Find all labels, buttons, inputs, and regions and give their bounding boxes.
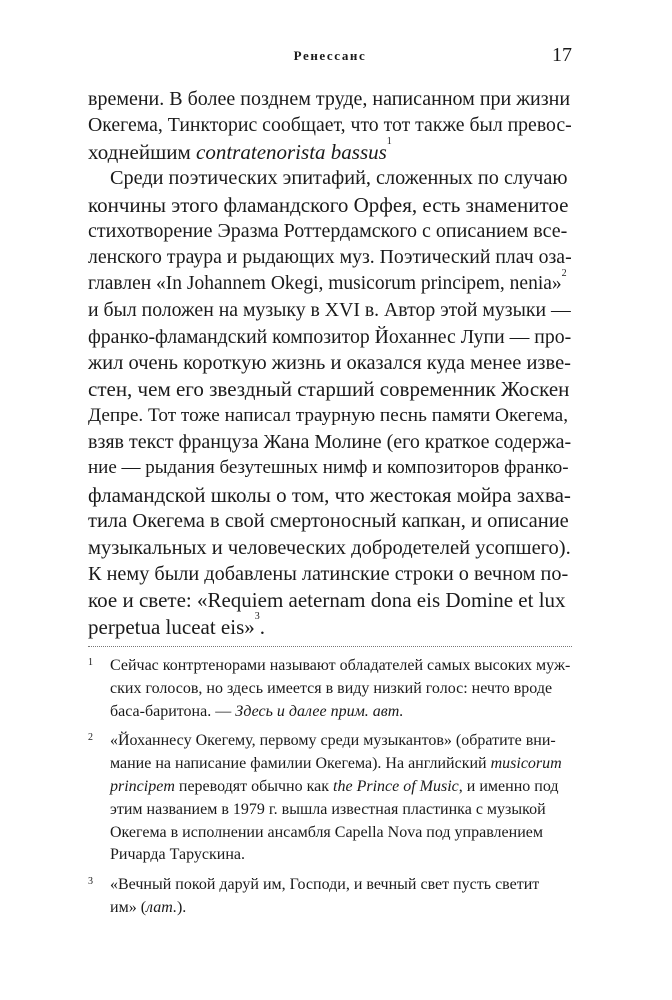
- footnote-line: [110, 897, 572, 920]
- text-line: стихотворение Эразма Роттердамского с описанием все-: [88, 219, 568, 242]
- text-line: музыкальных и человеческих добродетелей усопшего).: [88, 536, 571, 559]
- footnote-line: [110, 753, 572, 776]
- text-line: стен, чем его звездный старший современник Жоскен: [88, 377, 570, 402]
- text-fragment: .: [259, 614, 265, 639]
- text-line: [88, 267, 572, 297]
- text-line: К нему были добавлены латинские строки о вечном по-: [88, 563, 569, 586]
- text-line: кое и свете: «Requiem aeternam dona eis Domine et lux: [88, 588, 566, 613]
- footnote-line: [110, 776, 572, 799]
- text-line: Депре. Тот тоже написал траурную песнь памяти Окегема,: [88, 404, 569, 426]
- italic-term: Здесь и далее прим. авт.: [235, 702, 404, 720]
- italic-term: the Prince of Music: [333, 777, 459, 795]
- italic-term: musicorum: [490, 755, 562, 773]
- footnote-1: [88, 655, 572, 723]
- footnote-ref-1[interactable]: 1: [386, 135, 392, 147]
- text-line: жил очень короткую жизнь и оказался куда менее изве-: [88, 351, 572, 374]
- page-number: 17: [552, 44, 572, 66]
- text-line: и был положен на музыку в XVI в. Автор этой музыки —: [88, 299, 571, 322]
- text-fragment: переводят обычно как: [174, 777, 334, 795]
- italic-term: principem: [110, 777, 175, 795]
- body-text: [88, 86, 572, 640]
- footnote-mark: 3: [88, 876, 93, 888]
- footnote-mark: 1: [88, 657, 93, 668]
- footnote-line: Окегема в исполнении ансамбля Capella Nova под управлением: [110, 823, 543, 841]
- footnote-line: ских голосов, но здесь имеется в виду низкий голос: нечто вроде: [110, 679, 553, 697]
- text-line: [88, 135, 572, 165]
- text-fragment: , и именно под: [458, 777, 559, 795]
- italic-term: contratenorista bassus: [196, 139, 387, 164]
- text-line: [88, 610, 572, 640]
- footnote-2: [88, 730, 572, 867]
- text-line: фламандской школы о том, что жестокая мойра захва-: [88, 482, 571, 507]
- italic-term: лат.: [146, 898, 177, 916]
- footnote-3: [88, 874, 572, 920]
- text-fragment: им» (: [110, 898, 147, 916]
- footnote-divider: [88, 646, 572, 647]
- text-line: взяв текст француза Жана Молине (его краткое содержа-: [88, 431, 572, 454]
- text-line: Среди поэтических эпитафий, сложенных по случаю: [110, 167, 568, 190]
- footnote-mark: 2: [88, 732, 93, 744]
- footnote-line: [110, 701, 572, 724]
- footnote-line: Ричарда Тарускина.: [110, 846, 246, 864]
- text-line: ленского траура и рыдающих муз. Поэтический плач оза-: [88, 246, 572, 269]
- text-line: тила Окегема в свой смертоносный капкан, и описание: [88, 510, 569, 533]
- footnotes: [88, 655, 572, 927]
- text-line: Окегема, Тинкторис сообщает, что тот также был превос-: [88, 114, 572, 137]
- footnote-line: «Йоханнесу Окегему, первому среди музыкантов» (обратите вни-: [110, 732, 556, 750]
- footnote-ref-2[interactable]: 2: [561, 267, 567, 279]
- text-fragment: главлен «In Johannem Okegi, musicorum principem, nenia»: [88, 272, 562, 294]
- text-fragment: perpetua luceat eis»: [88, 614, 255, 639]
- text-fragment: ходнейшим: [88, 139, 197, 164]
- text-line: времени. В более позднем труде, написанном при жизни: [88, 88, 571, 110]
- footnote-ref-3[interactable]: 3: [254, 610, 260, 622]
- footnote-line: Сейчас контртенорами называют обладателей самых высоких муж-: [110, 657, 571, 674]
- footnote-line: «Вечный покой даруй им, Господи, и вечный свет пусть светит: [110, 876, 540, 894]
- text-fragment: баса-баритона. —: [110, 702, 236, 720]
- running-head: [88, 44, 572, 70]
- text-line: франко-фламандский композитор Йоханнес Лупи — про-: [88, 325, 572, 348]
- text-line: ние — рыдания безутешных нимф и композиторов франко-: [88, 457, 569, 479]
- text-fragment: мание на написание фамилии Окегема). На английский: [110, 755, 491, 773]
- footnote-line: этим названием в 1979 г. вышла известная пластинка с музыкой: [110, 800, 546, 818]
- text-fragment: ).: [176, 898, 187, 916]
- running-head-title: Ренессанс: [293, 48, 367, 63]
- text-line: кончины этого фламандского Орфея, есть знаменитое: [88, 192, 569, 217]
